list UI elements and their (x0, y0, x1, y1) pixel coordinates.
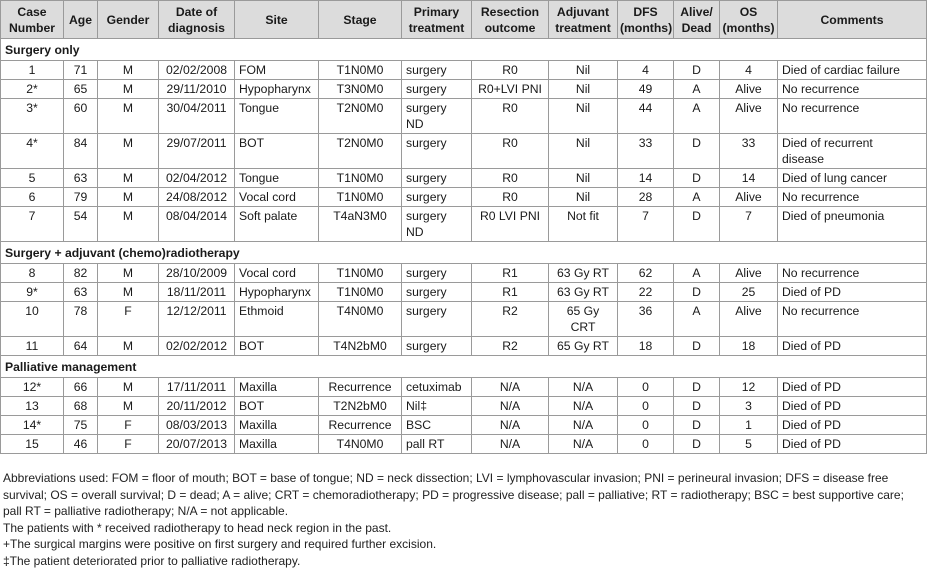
cell-gender: M (98, 134, 159, 169)
cell-alive-dead: D (674, 207, 720, 242)
cell-adjuvant-treatment: Nil (549, 80, 618, 99)
cell-age: 63 (64, 283, 98, 302)
cell-adjuvant-treatment: 65 Gy RT (549, 337, 618, 356)
cell-alive-dead: D (674, 435, 720, 454)
cell-site: Tongue (235, 169, 319, 188)
cell-age: 79 (64, 188, 98, 207)
cell-case-number: 10 (1, 302, 64, 337)
footnote-double-dagger: ‡The patient deteriorated prior to palliative radiotherapy. (3, 553, 301, 568)
cell-gender: M (98, 61, 159, 80)
col-header-primary-treatment: Primary treatment (402, 1, 472, 39)
cell-os: Alive (720, 264, 778, 283)
cell-site: Maxilla (235, 435, 319, 454)
cell-gender: M (98, 99, 159, 134)
cell-case-number: 1 (1, 61, 64, 80)
cell-age: 66 (64, 378, 98, 397)
cell-os: Alive (720, 188, 778, 207)
table-header (1, 1, 927, 39)
col-header-alive-dead: Alive/ Dead (674, 1, 720, 39)
cell-resection-outcome: N/A (472, 397, 549, 416)
cell-date-of-diagnosis: 20/07/2013 (159, 435, 235, 454)
table-row (1, 283, 927, 302)
cell-age: 78 (64, 302, 98, 337)
cell-primary-treatment: pall RT (402, 435, 472, 454)
cell-resection-outcome: R1 (472, 264, 549, 283)
section-row (1, 356, 927, 378)
cell-os: Alive (720, 80, 778, 99)
cell-site: BOT (235, 337, 319, 356)
table-row (1, 302, 927, 337)
cell-dfs: 4 (618, 61, 674, 80)
footnotes (3, 470, 925, 570)
cell-date-of-diagnosis: 02/04/2012 (159, 169, 235, 188)
cell-case-number: 13 (1, 397, 64, 416)
cell-os: 1 (720, 416, 778, 435)
table-row (1, 99, 927, 134)
cell-os: Alive (720, 302, 778, 337)
col-header-adjuvant-treatment: Adjuvant treatment (549, 1, 618, 39)
table-body (1, 39, 927, 454)
cell-primary-treatment: surgery ND (402, 99, 472, 134)
cell-primary-treatment: surgery (402, 188, 472, 207)
cell-gender: M (98, 337, 159, 356)
cell-stage: T1N0M0 (319, 188, 402, 207)
table-row (1, 134, 927, 169)
cell-date-of-diagnosis: 17/11/2011 (159, 378, 235, 397)
cell-date-of-diagnosis: 29/11/2010 (159, 80, 235, 99)
cell-site: Vocal cord (235, 188, 319, 207)
cell-adjuvant-treatment: N/A (549, 397, 618, 416)
cell-age: 71 (64, 61, 98, 80)
cell-os: 33 (720, 134, 778, 169)
cell-stage: T2N2bM0 (319, 397, 402, 416)
cell-primary-treatment: surgery ND (402, 207, 472, 242)
cell-comments: Died of PD (778, 337, 927, 356)
cell-case-number: 7 (1, 207, 64, 242)
cell-alive-dead: D (674, 283, 720, 302)
cell-os: 5 (720, 435, 778, 454)
cell-site: Tongue (235, 99, 319, 134)
cell-site: BOT (235, 134, 319, 169)
table-row (1, 435, 927, 454)
cell-stage: T4N2bM0 (319, 337, 402, 356)
cell-primary-treatment: Nil‡ (402, 397, 472, 416)
cell-dfs: 33 (618, 134, 674, 169)
cell-comments: Died of pneumonia (778, 207, 927, 242)
cell-stage: T2N0M0 (319, 99, 402, 134)
cell-gender: F (98, 302, 159, 337)
cell-gender: M (98, 80, 159, 99)
cell-alive-dead: D (674, 416, 720, 435)
cell-stage: T1N0M0 (319, 61, 402, 80)
cell-case-number: 11 (1, 337, 64, 356)
cell-dfs: 0 (618, 378, 674, 397)
cell-case-number: 4* (1, 134, 64, 169)
cell-site: BOT (235, 397, 319, 416)
cell-alive-dead: A (674, 80, 720, 99)
cell-comments: Died of PD (778, 416, 927, 435)
cell-resection-outcome: R1 (472, 283, 549, 302)
cell-site: FOM (235, 61, 319, 80)
cell-adjuvant-treatment: Nil (549, 169, 618, 188)
cell-date-of-diagnosis: 08/03/2013 (159, 416, 235, 435)
cell-site: Maxilla (235, 416, 319, 435)
cell-gender: M (98, 207, 159, 242)
cell-stage: T4aN3M0 (319, 207, 402, 242)
cell-dfs: 18 (618, 337, 674, 356)
cell-alive-dead: A (674, 264, 720, 283)
cell-site: Maxilla (235, 378, 319, 397)
table-row (1, 80, 927, 99)
cell-site: Soft palate (235, 207, 319, 242)
cell-resection-outcome: N/A (472, 416, 549, 435)
cell-date-of-diagnosis: 02/02/2008 (159, 61, 235, 80)
col-header-site: Site (235, 1, 319, 39)
cell-date-of-diagnosis: 08/04/2014 (159, 207, 235, 242)
cell-alive-dead: A (674, 302, 720, 337)
cell-age: 82 (64, 264, 98, 283)
table-row (1, 207, 927, 242)
col-header-resection-outcome: Resection outcome (472, 1, 549, 39)
cell-primary-treatment: surgery (402, 302, 472, 337)
cell-gender: M (98, 283, 159, 302)
cell-alive-dead: D (674, 169, 720, 188)
cell-adjuvant-treatment: N/A (549, 416, 618, 435)
table-row (1, 397, 927, 416)
header-row (1, 1, 927, 39)
cell-age: 60 (64, 99, 98, 134)
cell-comments: Died of PD (778, 435, 927, 454)
cell-dfs: 0 (618, 435, 674, 454)
cell-comments: No recurrence (778, 80, 927, 99)
cell-site: Hypopharynx (235, 80, 319, 99)
section-title: Palliative management (1, 356, 927, 378)
cell-comments: Died of PD (778, 283, 927, 302)
cell-alive-dead: A (674, 188, 720, 207)
cell-adjuvant-treatment: Nil (549, 61, 618, 80)
table-row (1, 264, 927, 283)
cell-comments: No recurrence (778, 264, 927, 283)
cell-os: 3 (720, 397, 778, 416)
cell-age: 65 (64, 80, 98, 99)
cell-stage: T4N0M0 (319, 302, 402, 337)
cell-os: 7 (720, 207, 778, 242)
cell-adjuvant-treatment: 63 Gy RT (549, 283, 618, 302)
cell-adjuvant-treatment: Not fit (549, 207, 618, 242)
cell-date-of-diagnosis: 20/11/2012 (159, 397, 235, 416)
cell-resection-outcome: R0 (472, 134, 549, 169)
col-header-dfs: DFS (months) (618, 1, 674, 39)
footnote-dagger: +The surgical margins were positive on first surgery and required further excision. (3, 537, 437, 552)
cell-dfs: 44 (618, 99, 674, 134)
cell-comments: No recurrence (778, 99, 927, 134)
cell-primary-treatment: surgery (402, 337, 472, 356)
section-row (1, 242, 927, 264)
cell-stage: T4N0M0 (319, 435, 402, 454)
cell-dfs: 49 (618, 80, 674, 99)
cell-comments: Died of PD (778, 397, 927, 416)
cell-site: Ethmoid (235, 302, 319, 337)
cell-dfs: 14 (618, 169, 674, 188)
cell-resection-outcome: R0 (472, 61, 549, 80)
table-row (1, 61, 927, 80)
cell-gender: F (98, 416, 159, 435)
cell-dfs: 62 (618, 264, 674, 283)
cell-adjuvant-treatment: N/A (549, 378, 618, 397)
cell-alive-dead: D (674, 378, 720, 397)
cell-dfs: 22 (618, 283, 674, 302)
cell-dfs: 36 (618, 302, 674, 337)
table-row (1, 169, 927, 188)
cell-gender: M (98, 397, 159, 416)
cell-alive-dead: D (674, 134, 720, 169)
cell-age: 46 (64, 435, 98, 454)
cell-comments: Died of recurrent disease (778, 134, 927, 169)
cell-dfs: 7 (618, 207, 674, 242)
cell-site: Vocal cord (235, 264, 319, 283)
table-row (1, 416, 927, 435)
cell-adjuvant-treatment: Nil (549, 188, 618, 207)
cell-adjuvant-treatment: 63 Gy RT (549, 264, 618, 283)
cell-primary-treatment: surgery (402, 169, 472, 188)
section-title: Surgery only (1, 39, 927, 61)
cell-case-number: 9* (1, 283, 64, 302)
col-header-comments: Comments (778, 1, 927, 39)
cell-case-number: 2* (1, 80, 64, 99)
cell-primary-treatment: surgery (402, 134, 472, 169)
cell-gender: M (98, 169, 159, 188)
cell-primary-treatment: cetuximab (402, 378, 472, 397)
cell-age: 63 (64, 169, 98, 188)
cell-case-number: 5 (1, 169, 64, 188)
cell-age: 84 (64, 134, 98, 169)
cell-comments: No recurrence (778, 302, 927, 337)
cell-dfs: 28 (618, 188, 674, 207)
cell-os: 12 (720, 378, 778, 397)
cell-case-number: 8 (1, 264, 64, 283)
cell-comments: No recurrence (778, 188, 927, 207)
cell-alive-dead: A (674, 99, 720, 134)
cell-case-number: 3* (1, 99, 64, 134)
col-header-stage: Stage (319, 1, 402, 39)
section-row (1, 39, 927, 61)
cell-stage: T3N0M0 (319, 80, 402, 99)
cell-dfs: 0 (618, 416, 674, 435)
cell-gender: F (98, 435, 159, 454)
cell-os: 25 (720, 283, 778, 302)
col-header-case-number: Case Number (1, 1, 64, 39)
cell-adjuvant-treatment: N/A (549, 435, 618, 454)
cell-os: 18 (720, 337, 778, 356)
cell-case-number: 15 (1, 435, 64, 454)
cell-os: Alive (720, 99, 778, 134)
table-row (1, 188, 927, 207)
cell-age: 75 (64, 416, 98, 435)
cell-date-of-diagnosis: 18/11/2011 (159, 283, 235, 302)
cell-adjuvant-treatment: Nil (549, 99, 618, 134)
cell-primary-treatment: surgery (402, 61, 472, 80)
cell-resection-outcome: R2 (472, 302, 549, 337)
cell-stage: T1N0M0 (319, 264, 402, 283)
cell-age: 64 (64, 337, 98, 356)
cell-os: 4 (720, 61, 778, 80)
cell-gender: M (98, 188, 159, 207)
col-header-gender: Gender (98, 1, 159, 39)
cell-gender: M (98, 378, 159, 397)
col-header-age: Age (64, 1, 98, 39)
cell-resection-outcome: R0 (472, 99, 549, 134)
footnote-asterisk: The patients with * received radiotherapy to head neck region in the past. (3, 520, 392, 535)
cell-resection-outcome: R0+LVI PNI (472, 80, 549, 99)
cell-comments: Died of lung cancer (778, 169, 927, 188)
col-header-date-of-diagnosis: Date of diagnosis (159, 1, 235, 39)
cell-primary-treatment: BSC (402, 416, 472, 435)
cell-age: 68 (64, 397, 98, 416)
cell-gender: M (98, 264, 159, 283)
cell-date-of-diagnosis: 29/07/2011 (159, 134, 235, 169)
cell-stage: T1N0M0 (319, 169, 402, 188)
cell-stage: Recurrence (319, 378, 402, 397)
cell-resection-outcome: R0 (472, 169, 549, 188)
cell-case-number: 14* (1, 416, 64, 435)
cell-stage: T2N0M0 (319, 134, 402, 169)
cell-resection-outcome: R2 (472, 337, 549, 356)
cell-case-number: 6 (1, 188, 64, 207)
cell-adjuvant-treatment: Nil (549, 134, 618, 169)
section-title: Surgery + adjuvant (chemo)radiotherapy (1, 242, 927, 264)
cell-os: 14 (720, 169, 778, 188)
cell-age: 54 (64, 207, 98, 242)
cell-site: Hypopharynx (235, 283, 319, 302)
cell-alive-dead: D (674, 397, 720, 416)
cell-primary-treatment: surgery (402, 283, 472, 302)
cell-resection-outcome: R0 (472, 188, 549, 207)
cell-primary-treatment: surgery (402, 80, 472, 99)
cell-primary-treatment: surgery (402, 264, 472, 283)
cell-case-number: 12* (1, 378, 64, 397)
table-row (1, 337, 927, 356)
footnote-abbreviations: Abbreviations used: FOM = floor of mouth; BOT = base of tongue; ND = neck dissection; LVI = lymphovascular invasion; PNI = perineural invasion; DFS = disease free survival; OS = overall survival; D = dead; A = alive; CRT = chemoradiotherapy; PD = progressive disease; pall = palliative; RT = radiotherapy; BSC = best supportive care; pall RT = palliative radiotherapy; N/A = not applicable. (3, 471, 904, 519)
cell-alive-dead: D (674, 61, 720, 80)
cell-stage: Recurrence (319, 416, 402, 435)
cell-date-of-diagnosis: 02/02/2012 (159, 337, 235, 356)
cell-resection-outcome: N/A (472, 378, 549, 397)
cell-resection-outcome: N/A (472, 435, 549, 454)
cell-date-of-diagnosis: 28/10/2009 (159, 264, 235, 283)
table-row (1, 378, 927, 397)
cell-dfs: 0 (618, 397, 674, 416)
col-header-os: OS (months) (720, 1, 778, 39)
cell-date-of-diagnosis: 12/12/2011 (159, 302, 235, 337)
cell-comments: Died of PD (778, 378, 927, 397)
cell-adjuvant-treatment: 65 Gy CRT (549, 302, 618, 337)
cell-date-of-diagnosis: 24/08/2012 (159, 188, 235, 207)
cell-stage: T1N0M0 (319, 283, 402, 302)
cell-date-of-diagnosis: 30/04/2011 (159, 99, 235, 134)
cell-alive-dead: D (674, 337, 720, 356)
cell-resection-outcome: R0 LVI PNI (472, 207, 549, 242)
cell-comments: Died of cardiac failure (778, 61, 927, 80)
